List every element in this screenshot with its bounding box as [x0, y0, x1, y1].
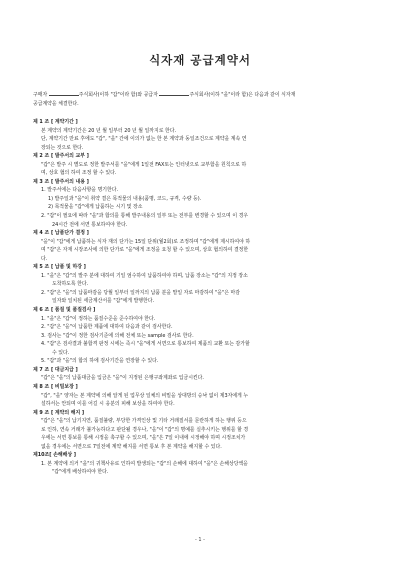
- article-heading: 제 2 조 [ 발주서의 교부 ]: [33, 153, 89, 160]
- clause-line: 1. "을"은 "갑"이 정하는 품질수준을 준수하여야 한다.: [41, 315, 156, 322]
- article-heading: 제10조[ 손해배상 ]: [33, 452, 77, 459]
- page-number: - 1 -: [195, 537, 205, 543]
- clause-line: 며, 상호 협의 하여 조정 할 수 있다.: [41, 170, 117, 177]
- clause-line: 2. "갑"이 필요에 따라 "을"과 합의를 통해 발주내용의 일부 또는 전부를 변경할 수 있으며 이 경우: [41, 213, 249, 220]
- clause-line: 로 인하, 연속 거래가 불가능하다고 판단될 경우나, "을"이 "갑"의 명예를 실추시키는 행위를 할 경: [41, 426, 249, 433]
- article-heading: 제 6 조 [ 품질 및 품질검사 ]: [33, 307, 96, 314]
- article-heading: 제 9 조 [ 계약의 해지 ]: [33, 409, 85, 416]
- clause-line: 며 "갑"은 자재 시장조사에 의한 단가로 "을"에게 조정을 요청 할 수 있으며, 상호 협의하여 결정한: [41, 247, 249, 254]
- intro-line2: 공급계약을 체결한다.: [33, 100, 79, 107]
- clause-line: 단, 계약기간 만료 후에도 "갑", "을" 간에 이의가 없는 한 본 계약과 동일조건으로 계약을 계속 연: [41, 136, 247, 143]
- intro-paragraph: [33, 91, 373, 108]
- clause-line: 우에는 서면 통보를 통해 시정을 촉구할 수 있으며, "을"은 7일 이내에 시정해야 하며 시정조치가: [41, 435, 246, 442]
- clause-line: "을"이 "갑"에게 납품하는 식자 재의 단가는 15일 단위(월2회)로 조정하며 "갑"에게 제시하여야 하: [41, 238, 251, 245]
- intro-line1-mid: 주식회사(이하 "갑"이라 함)와 공급자: [78, 92, 158, 98]
- clause-line: 1. "을"은 "갑"의 발주 분에 대하여 기일 엄수하여 납품하여야 하며, 납품 장소는 "갑"의 지정 장소: [41, 272, 248, 279]
- clause-line: "갑"은 "을"의 납기지연, 품질불량, 부당한 가격인상 및 기타 거래질서를 문란하게 하는 행위 등으: [41, 418, 247, 425]
- clause-line: 없을 경우에는 서면으로 7일전에 계약 해지를 서면 통보 후 본 계약을 해지할 수 있다.: [41, 443, 222, 450]
- clause-line: 24시간 전에 서면 통보하여야 한다.: [52, 221, 128, 228]
- clause-line: 1. 발주서에는 다음사항을 명기한다.: [41, 187, 119, 194]
- clause-line: 5. "갑"과 "을"의 합의 하에 검사기간을 연장할 수 있다.: [41, 358, 159, 365]
- clause-line: 수 있다.: [52, 349, 70, 356]
- clause-line: 도착하도록 한다.: [52, 281, 89, 288]
- article-heading: 제 7 조 [ 대금지급 ]: [33, 366, 78, 373]
- clause-line: 2. "갑"은 "을"이 납품한 제품에 대하여 다음과 같이 검사한다.: [41, 324, 173, 331]
- article-heading: 제 4 조 [ 납품단가 결정 ]: [33, 230, 89, 237]
- clause-line: "갑"은 "을"의 납품대금을 입금은 "을"이 지정된 은행구좌계좌로 입금시킨다.: [41, 375, 204, 382]
- contract-body: [33, 118, 373, 477]
- article-heading: 제 1 조 [ 계약기간 ]: [33, 119, 78, 125]
- clause-line: "갑"은 발주 시 별도로 정한 발주서를 "을"에게 1일전 FAX또는 인터넷으로 교부함을 원칙으로 하: [41, 161, 247, 168]
- intro-line1-end: 주식회사(이하 "을"이라 함)은 다음과 같이 식자재: [189, 92, 296, 98]
- document-title: 식자재 공급계약서: [149, 53, 251, 67]
- article-heading: 제 5 조 [ 납품 및 하강 ]: [33, 264, 86, 271]
- clause-line: 4. "갑"은 검사결과 불합격 판정 시에는 즉시 "을"에게 서면으로 통보하여 제품의 교환 또는 감가할: [41, 341, 250, 348]
- article-heading: 제 3 조 [ 발주서의 내용 ]: [33, 178, 89, 185]
- supplier-blank: [159, 91, 189, 96]
- clause-line: 1. 본 계약에 의거 "을"의 귀책사유로 인하여 발생되는 "갑"의 손해에 대하여 "을"은 손해상당액을: [41, 460, 248, 467]
- clause-line: 2. "갑"은 "을"의 납품마감을 당월 일부터 일까지의 납품 분을 말일 자로 마감하여 "을"은 마감: [41, 289, 241, 296]
- clause-line: 본 계약의 계약기간은 20 년 월 일부터 20 년 월 일까지로 한다.: [41, 127, 177, 134]
- clause-line: 2) 목적물을 "갑"에게 납품하는 시기 및 장소: [48, 204, 143, 211]
- clause-line: 3. 검사는 "갑"이 정한 검사기준에 의해 전체 또는 sample 검사로 한다.: [41, 332, 194, 339]
- clause-line: 1) 발주일과 "을"이 취약 결은 목적물의 내용(품명, 코드, 규격, 수량 등).: [48, 195, 202, 202]
- clause-line: 다.: [41, 255, 48, 262]
- clause-line: 설하서는 안되며 이를 어길 시 응분의 피해 보상을 하여야 한다.: [41, 401, 175, 408]
- clause-line: 장되는 것으로 한다.: [41, 144, 84, 151]
- article-heading: 제 8 조 [ 비밀보장 ]: [33, 383, 78, 390]
- clause-line: "갑", "을" 양자는 본 계약에 의해 알게 된 업무상 일체의 비밀을 상대방의 승낙 없이 제3자에게 누: [41, 392, 249, 399]
- clause-line: 일자와 일치된 세금계산서를 "갑"에게 발행한다.: [52, 298, 155, 305]
- intro-buyer-label: 구매자: [33, 92, 48, 98]
- buyer-blank: [49, 91, 79, 96]
- clause-line: "갑"에게 배상하여야 한다.: [52, 469, 109, 476]
